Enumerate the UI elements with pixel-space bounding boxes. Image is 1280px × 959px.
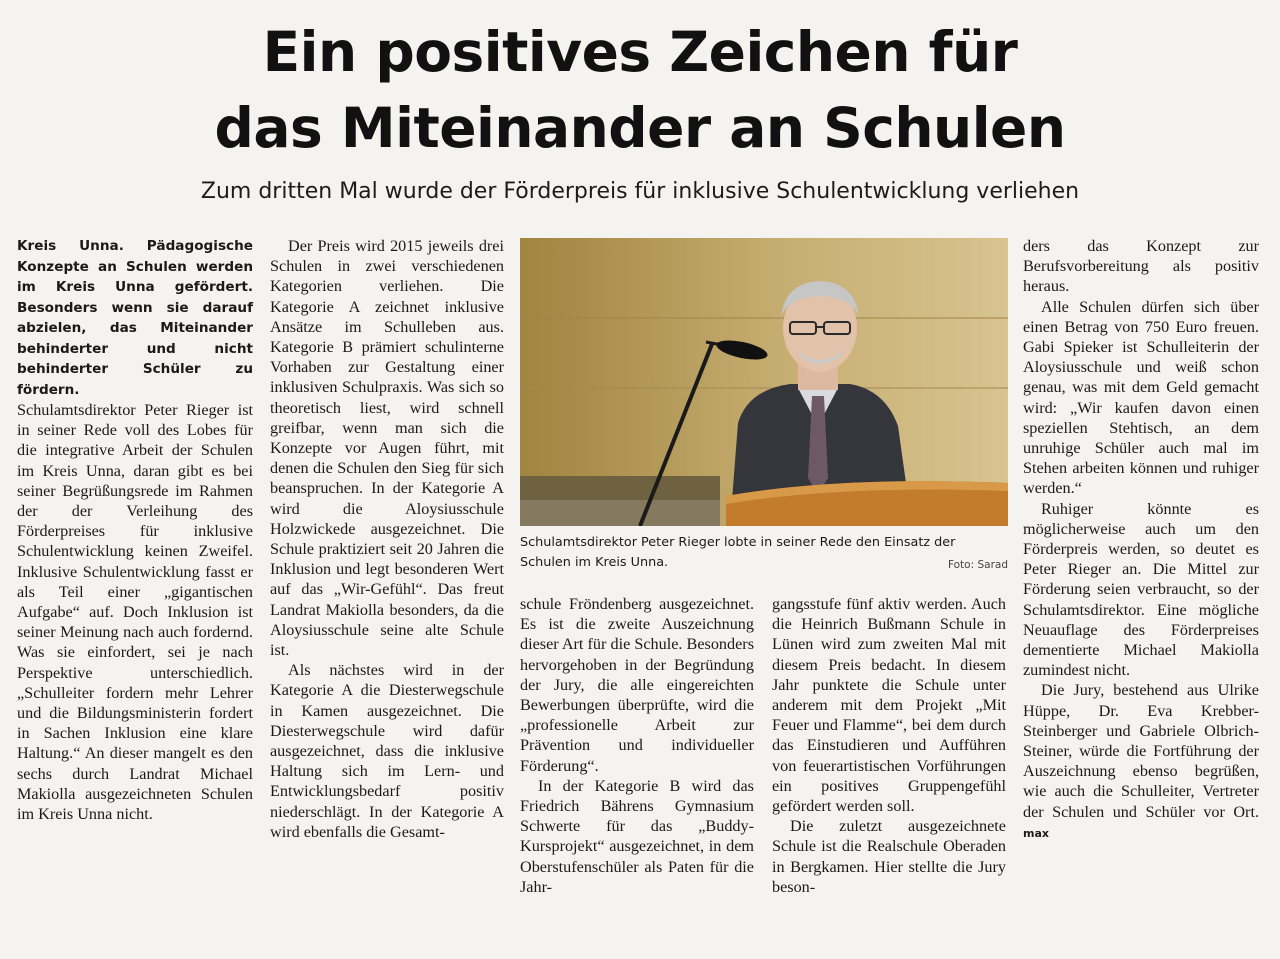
text-column-1 xyxy=(17,236,253,824)
paragraph-text: Die Jury, bestehend aus Ulrike Hüppe, Dr. Eva Krebber-Steinberger und Gabriele Olbrich-Steiner, würde die Fortführung der Auszeichnung ebenso begrüßen, wie auch die Schulleiter, Vertreter der Schulen und Schüler vor Ort. xyxy=(1023,681,1259,821)
paragraph: In der Kategorie B wird das Friedrich Bährens Gymnasium Schwerte für das „Buddy-Kursprojekt“ ausgezeichnet, in dem Oberstufenschüler als Paten für die Jahr- xyxy=(520,776,754,896)
paragraph: Als nächstes wird in der Kategorie A die Diesterwegschule in Kamen ausgezeichnet. Die Diesterwegschule wird dafür ausgezeichnet, dass die inklusive Haltung sich im Lern- und Entwicklungsbedarf positiv niederschlägt. In der Kategorie A wird ebenfalls die Gesamt- xyxy=(270,661,504,841)
text-column-3 xyxy=(520,594,754,897)
subheadline: Zum dritten Mal wurde der Förderpreis für inklusive Schulentwicklung verliehen xyxy=(200,179,1080,204)
author-initials: max xyxy=(1023,826,1049,840)
paragraph: gangsstufe fünf aktiv werden. Auch die Heinrich Bußmann Schule in Lünen wird zum zweiten Mal mit diesem Preis bedacht. In diesem Jahr punktete die Schule unter anderem mit dem Projekt „Mit Feuer und Flamme“, bei dem durch das Einstudieren und Aufführen von feuerartistischen Vorführungen ein positives Gruppengefühl gefördert werden soll. xyxy=(772,595,1006,816)
paragraph: Ruhiger könnte es möglicherweise auch um den Förderpreis werden, so deutet es Peter Rieger an. Die Mittel zur Förderung seien verbraucht, so der Schulamtsdirektor. Eine mögliche Neuauflage des Förderpreises dementierte Michael Makiolla zumindest nicht. xyxy=(1023,499,1259,680)
paragraph: ders das Konzept zur Berufsvorbereitung als positiv heraus. xyxy=(1023,237,1259,296)
paragraph: Schulamtsdirektor Peter Rieger ist in seiner Rede voll des Lobes für die integrative Arbeit der Schulen im Kreis Unna, daran gibt es bei seiner Begrüßungsrede im Rahmen der der Verleihung des Förderpreises für inklusive Schulentwicklung keinen Zweifel. Inklusive Schulentwicklung fasst er als Teil einer „gigantischen Aufgabe“ auf. Doch Inklusion ist seiner Meinung nach auch fordernd. Was sie einfordert, sei je nach Perspektive unterschiedlich. „Schulleiter fordern mehr Lehrer und die Bildungsministerin fordert in Sachen Inklusion eine klare Haltung.“ An dieser mangelt es den sechs durch Landrat Michael Makiolla ausgezeichneten Schulen im Kreis Unna nicht. xyxy=(17,401,253,824)
headline-line-1: Ein positives Zeichen für xyxy=(262,20,1018,84)
photo-caption-block xyxy=(520,533,1008,573)
text-column-5 xyxy=(1023,236,1259,844)
paragraph: Die zuletzt ausgezeichnete Schule ist die Realschule Oberaden in Bergkamen. Hier stellte die Jury beson- xyxy=(772,817,1006,896)
paragraph xyxy=(1023,680,1259,844)
text-column-4 xyxy=(772,594,1006,897)
text-column-2 xyxy=(270,236,504,842)
photo-credit: Foto: Sarad xyxy=(947,559,1008,571)
paragraph: Der Preis wird 2015 jeweils drei Schulen in zwei verschiedenen Kategorien verliehen. Die Kategorie A zeichnet inklusive Ansätze im Schulleben aus. Kategorie B prämiert schulinterne Vorhaben zur Gestaltung einer inklusiven Schulpraxis. Was sich so theoretisch liest, wird schnell greifbar, wenn man sich die Konzepte vor Augen führt, mit denen die Schulen den Sieg für sich beanspruchen. In der Kategorie A wird die Aloysiusschule Holzwickede ausgezeichnet. Die Schule praktiziert seit 20 Jahren die Inklusion und legt besonderen Wert auf das „Wir-Gefühl“. Das freut Landrat Makiolla besonders, da die Aloysiusschule seine alte Schule ist. xyxy=(270,237,504,660)
paragraph: Alle Schulen dürfen sich über einen Betrag von 750 Euro freuen. Gabi Spieker ist Schulleiterin der Aloysiusschule und weiß schon genau, was mit dem Geld gemacht wird: „Wir kaufen davon einen speziellen Stehtisch, an dem unruhige Schüler auch mal im Stehen arbeiten können und ruhiger werden.“ xyxy=(1023,297,1259,498)
photo-caption: Schulamtsdirektor Peter Rieger lobte in seiner Rede den Einsatz der Schulen im Kreis Unna. xyxy=(520,535,956,570)
headline-line-2: das Miteinander an Schulen xyxy=(214,96,1066,160)
article-photo xyxy=(520,238,1008,526)
teaser: Kreis Unna. Pädagogische Konzepte an Schulen werden im Kreis Unna gefördert. Besonders wenn sie darauf abzielen, das Miteinander behinderter und nicht behinderter Schüler zu fördern. xyxy=(17,238,253,398)
paragraph: schule Fröndenberg ausgezeichnet. Es ist die zweite Auszeichnung dieser Art für die Schule. Besonders hervorgehoben in der Begründung der Jury, die alle eingereichten Bewerbungen überprüfte, wird die „professionelle Arbeit zur Prävention und individueller Förderung“. xyxy=(520,595,754,775)
